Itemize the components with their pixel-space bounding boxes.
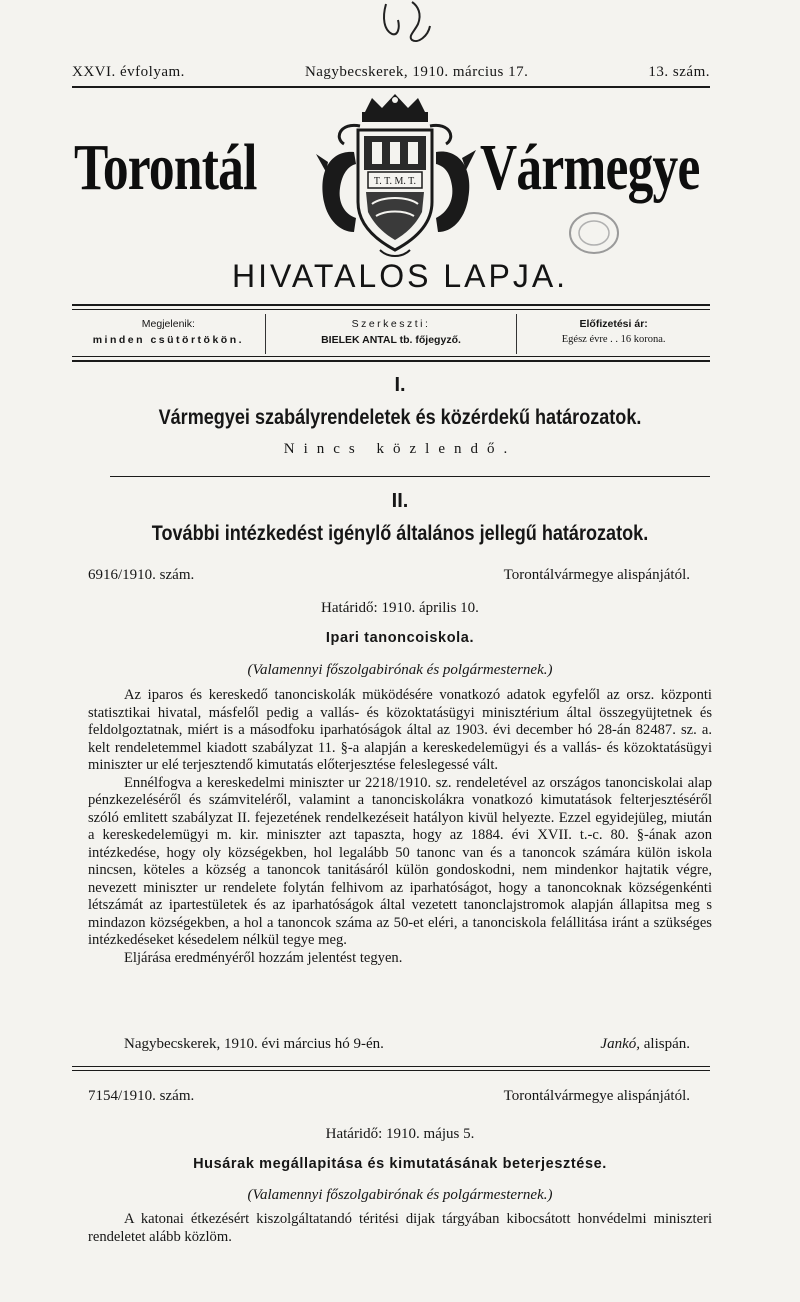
item-1-sign-place: Nagybecskerek, 1910. évi március hó 9-én. — [124, 1036, 384, 1052]
section-1-note: Nincs közlendő. — [283, 441, 517, 457]
item-1-paragraph: Az iparos és kereskedő tanonciskolák müködésére vonatkozó adatok egyfelől az orsz. központi statisztikai hivatal, másfelől pedig a vallás- és közoktatásügyi minisztérium által összegyüjtetnek és feldolgoztatnak, miért is a másodfoku iparhatóságok által az 1903. évi december hó 28-án 82487. sz. a. kelt rendeletemmel kiadott szabályzat 11. §-a alapján a kereskedelemügyi és a vallás- és közoktatásügyi miniszter ur elé terjesztendő kimutatás előterjesztése feleslegessé vált. — [88, 687, 712, 773]
appears-cell — [72, 314, 265, 354]
info-rule-2 — [72, 360, 710, 362]
item-1-sign-title: alispán. — [643, 1036, 690, 1052]
subscription-value: Egész évre . . 16 korona. — [561, 334, 666, 345]
item-1-signature-row — [124, 1036, 690, 1053]
subscription-cell — [517, 314, 710, 354]
subscription-label: Előfizetési ár: — [579, 318, 648, 330]
appears-value: minden csütörtökön. — [92, 334, 245, 346]
section-divider — [110, 476, 710, 477]
masthead-rule-top — [72, 304, 710, 306]
item-1-number: 6916/1910. szám. — [88, 567, 195, 583]
coat-of-arms-icon — [310, 92, 480, 262]
crest-label: T. T. M. T. — [373, 176, 417, 187]
item-2-number: 7154/1910. szám. — [88, 1088, 195, 1104]
item-1-signatory — [600, 1036, 690, 1053]
masthead-title-left: Torontál — [74, 131, 257, 204]
section-1-title: Vármegyei szabályrendeletek és közérdekű határozatok. — [158, 406, 642, 429]
item-1-office: Torontálvármegye alispánjától. — [503, 567, 690, 583]
volume-label: XXVI. évfolyam. — [72, 64, 185, 80]
masthead-title-right: Vármegye — [480, 131, 700, 204]
editor-value: BIELEK ANTAL tb. főjegyző. — [321, 334, 461, 346]
masthead-subtitle: HIVATALOS LAPJA. — [231, 258, 569, 294]
item-1-heading: Ipari tanoncoiskola. — [325, 630, 475, 646]
item-divider-2 — [72, 1070, 710, 1071]
item-1-paragraph: Ennélfogva a kereskedelmi miniszter ur 2218/1910. sz. rendeletével az országos tanonciskolai alap pénzkezeléséről és számviteléről, valamint a tanonciskolákra vonatkozó kimutatások felterjesztéséről szóló emlitett szabályzat II. fejezetének rendelkezéseit hatályon kivül helyezte. Ezzel egyidejüleg, miután a kereskedelemügyi m. kir. miniszter azt tapaszta, hogy az 1884. évi XVII. t.-c. 80. §-ának azon intézkedése, hogy oly községekben, hol legalább 50 tanonc van és a tanoncok számára külön iskola nincsen, köteles a község a tanoncok tanitásáról külön gondoskodni, nem mindenkor hajtatik végre, nevezett miniszter ur rendelete folytán felhivom az iparhatóságot, hogy a tanoncoknak községenkénti létszámát az ipartestületek és az iparhatóságok által vezetett tanonclajstromok alapján állapitsa meg s mindazon községekben, a hol a tanoncok száma az 50-et eléri, a tanonciskola felállitása iránt a szükséges intézkedéseket késedelem nélkül tegye meg. — [88, 774, 712, 948]
item-2-paragraph: A katonai étkezésért kiszolgáltatandó téritési dijak tárgyában kibocsátott honvédelmi miniszteri rendeletet alább közlöm. — [88, 1211, 712, 1245]
item-2-body — [88, 1211, 712, 1246]
section-2-title: További intézkedést igénylő általános jellegű határozatok. — [151, 522, 649, 545]
item-1-paragraph: Eljárása eredményéről hozzám jelentést tegyen. — [124, 949, 403, 966]
masthead-rule-top-thin — [72, 309, 710, 310]
editor-cell — [265, 314, 518, 354]
library-stamp-icon — [566, 208, 622, 258]
item-1-deadline: Határidő: 1910. április 10. — [321, 600, 479, 616]
item-2-deadline: Határidő: 1910. május 5. — [325, 1126, 475, 1142]
section-1-numeral: I. — [394, 374, 406, 396]
item-2-addressee: (Valamennyi főszolgabirónak és polgármesternek.) — [247, 1187, 553, 1203]
item-1-sign-name: Jankó, — [600, 1036, 640, 1052]
place-date: Nagybecskerek, 1910. március 17. — [304, 64, 529, 80]
section-2-numeral: II. — [391, 490, 409, 512]
item-2-office: Torontálvármegye alispánjától. — [503, 1088, 690, 1104]
item-2-heading: Husárak megállapitása és kimutatásának beterjesztése. — [193, 1156, 607, 1172]
item-1-addressee: (Valamennyi főszolgabirónak és polgármesternek.) — [247, 662, 553, 678]
publication-info-bar — [72, 314, 710, 354]
item-1-body — [88, 687, 712, 967]
issue-header — [72, 64, 710, 81]
handwritten-mark — [378, 0, 438, 48]
item-1-reference-row — [88, 567, 690, 584]
editor-label: Szerkeszti: — [351, 318, 431, 330]
item-divider-1 — [72, 1066, 710, 1067]
issue-number: 13. szám. — [648, 64, 710, 80]
item-2-reference-row — [88, 1088, 690, 1105]
info-rule-1 — [72, 356, 710, 357]
appears-label: Megjelenik: — [141, 318, 195, 330]
header-rule — [72, 86, 710, 88]
